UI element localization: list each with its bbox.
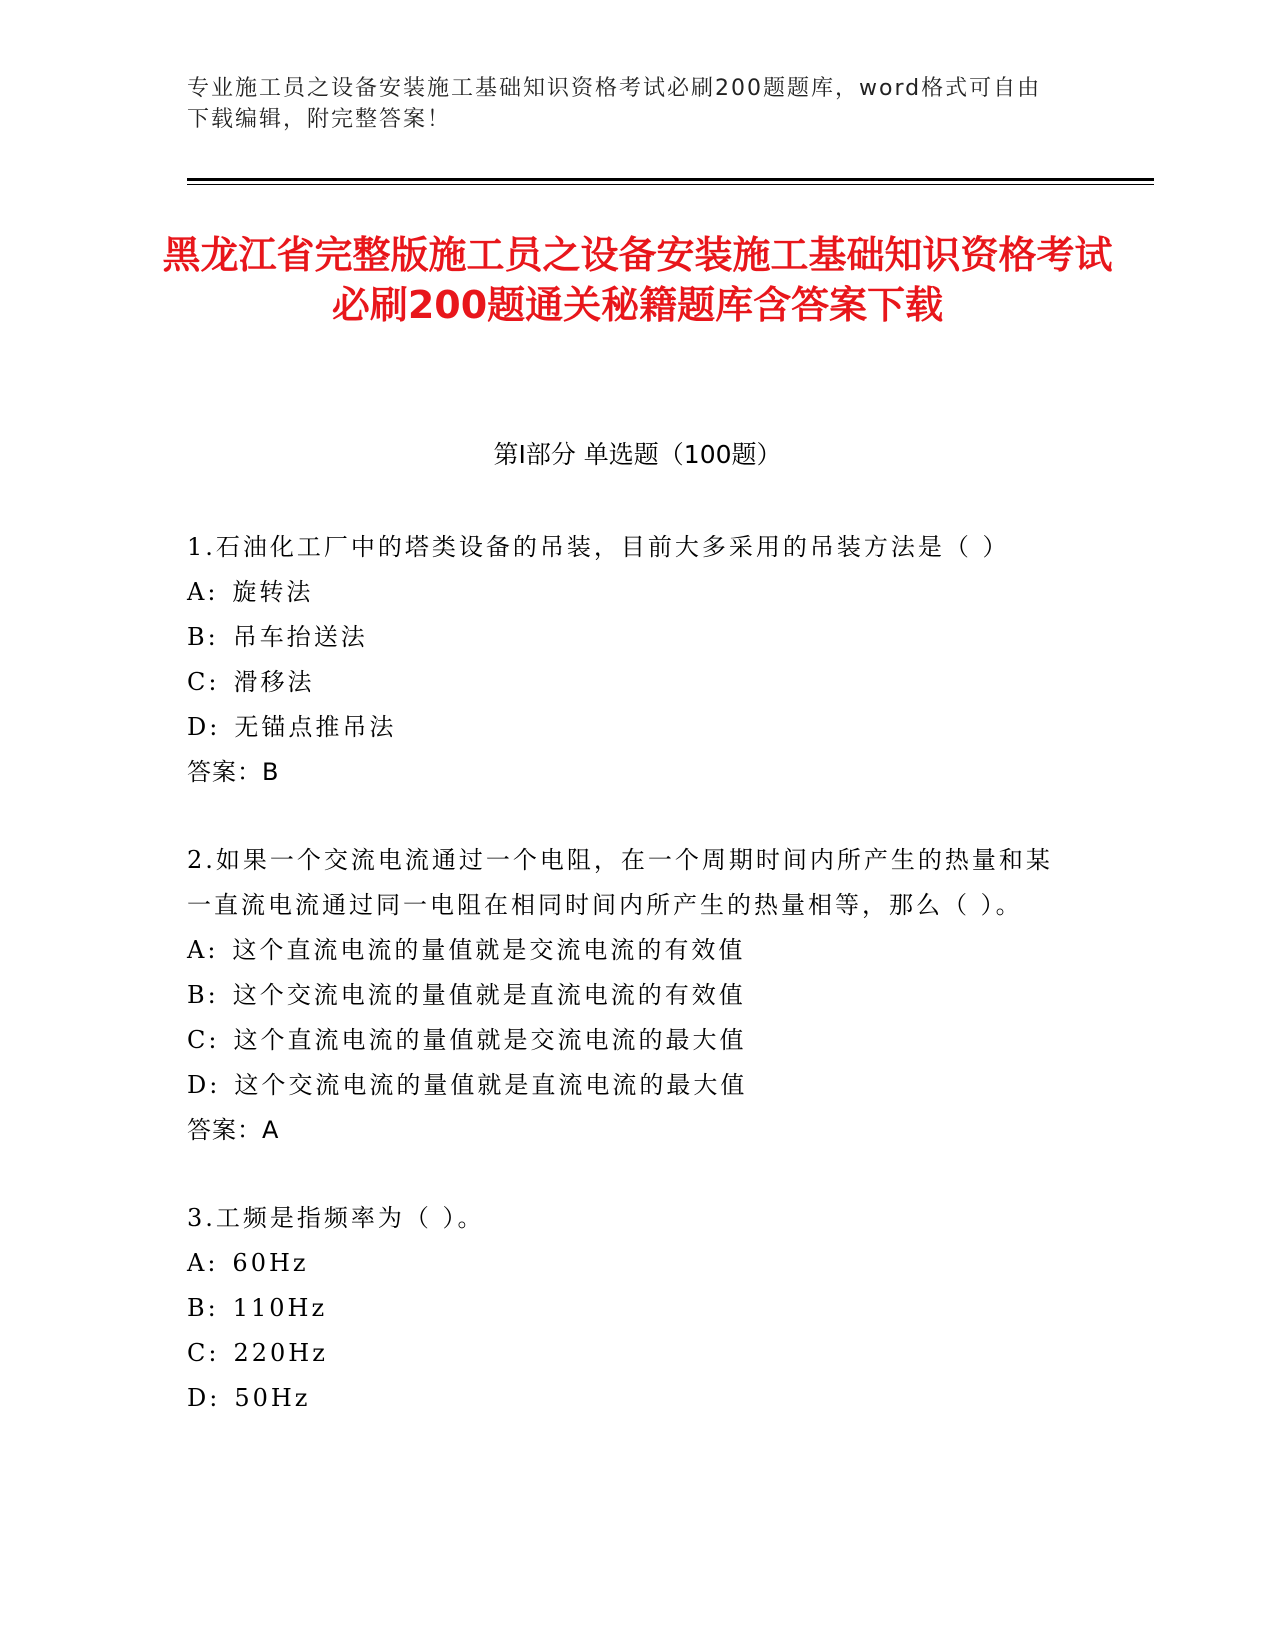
question-item <box>187 525 1067 795</box>
answer-prefix: 答案： <box>187 758 262 786</box>
answer-prefix: 答案： <box>187 1116 262 1144</box>
section-heading: 第Ⅰ部分 单选题（100题） <box>493 440 782 469</box>
option-d <box>187 705 1067 750</box>
option-text: 这个交流电流的量值就是直流电流的最大值 <box>234 1071 748 1099</box>
option-a <box>187 928 1067 973</box>
header-divider-thick <box>187 178 1154 181</box>
option-label: A: <box>187 578 219 606</box>
option-label: C: <box>187 1026 220 1054</box>
option-c <box>187 1331 1067 1376</box>
option-label: A: <box>187 1249 219 1277</box>
option-text: 110Hz <box>232 1294 328 1322</box>
option-label: A: <box>187 936 219 964</box>
option-a <box>187 1241 1067 1286</box>
option-label: D: <box>187 1071 221 1099</box>
question-item <box>187 1196 1067 1421</box>
header-note: 专业施工员之设备安装施工基础知识资格考试必刷200题题库，word格式可自由下载编辑，附完整答案！ <box>187 76 1042 132</box>
answer-value: A <box>262 1116 280 1144</box>
option-b <box>187 615 1067 660</box>
option-text: 滑移法 <box>233 668 315 696</box>
option-text: 60Hz <box>232 1249 309 1277</box>
question-stem: 1.石油化工厂中的塔类设备的吊装，目前大多采用的吊装方法是（ ） <box>187 533 1010 561</box>
question-stem: 2.如果一个交流电流通过一个电阻，在一个周期时间内所产生的热量和某一直流电流通过同一电阻在相同时间内所产生的热量相等，那么（ ）。 <box>187 846 1053 919</box>
answer-line <box>187 1108 1067 1153</box>
option-b <box>187 973 1067 1018</box>
question-list <box>187 525 1067 1464</box>
document-title: 黑龙江省完整版施工员之设备安装施工基础知识资格考试必刷200题通关秘籍题库含答案下载 <box>162 233 1113 327</box>
option-label: C: <box>187 1339 220 1367</box>
option-text: 这个直流电流的量值就是交流电流的有效值 <box>232 936 746 964</box>
option-text: 这个直流电流的量值就是交流电流的最大值 <box>233 1026 747 1054</box>
option-label: B: <box>187 1294 219 1322</box>
header-divider-thin <box>187 184 1154 185</box>
option-label: B: <box>187 981 219 1009</box>
option-a <box>187 570 1067 615</box>
option-label: B: <box>187 623 219 651</box>
option-c <box>187 660 1067 705</box>
option-label: C: <box>187 668 220 696</box>
question-stem: 3.工频是指频率为（ ）。 <box>187 1204 485 1232</box>
option-b <box>187 1286 1067 1331</box>
option-c <box>187 1018 1067 1063</box>
option-text: 这个交流电流的量值就是直流电流的有效值 <box>232 981 746 1009</box>
option-d <box>187 1063 1067 1108</box>
question-item <box>187 838 1067 1153</box>
answer-line <box>187 750 1067 795</box>
answer-value: B <box>262 758 280 786</box>
option-label: D: <box>187 713 221 741</box>
option-text: 50Hz <box>234 1384 311 1412</box>
option-label: D: <box>187 1384 221 1412</box>
option-text: 220Hz <box>233 1339 328 1367</box>
option-text: 无锚点推吊法 <box>234 713 397 741</box>
option-text: 旋转法 <box>232 578 314 606</box>
option-d <box>187 1376 1067 1421</box>
option-text: 吊车抬送法 <box>232 623 368 651</box>
